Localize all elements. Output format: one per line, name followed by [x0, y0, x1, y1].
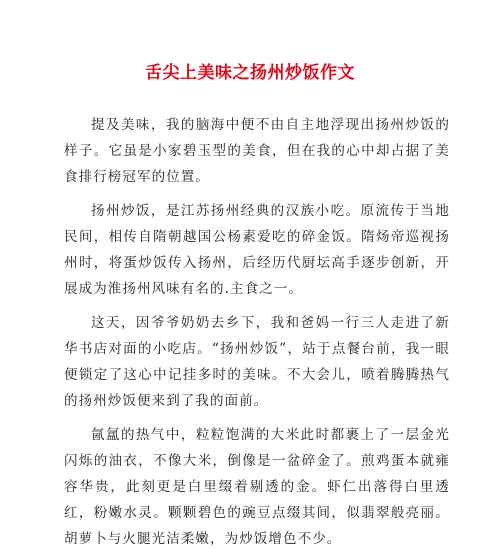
- paragraph: 提及美味，我的脑海中便不由自主地浮现出扬州炒饭的样子。它虽是小家碧玉型的美食，但在我的心中却占据了美食排行榜冠军的位置。: [64, 117, 450, 185]
- article-body: [64, 112, 450, 560]
- paragraph: 氤氲的热气中，粒粒饱满的大米此时都裹上了一层金光闪烁的油衣，不像大米，倒像是一盆碎金了。煎鸡蛋本就雍容华贵，此刻更是白里缀着剔透的金。虾仁出落得白里透红，粉嫩水灵。颗颗碧色的豌豆点缀其间，似翡翠般亮丽。胡萝卜与火腿光洁柔嫩，为炒饭增色不少。: [64, 427, 450, 547]
- page-title: 舌尖上美味之扬州炒饭作文: [145, 63, 355, 83]
- paragraph: 扬州炒饭，是江苏扬州经典的汉族小吃。原流传于当地民间，相传自隋朝越国公杨素爱吃的碎金饭。隋炀帝巡视扬州时，将蛋炒饭传入扬州，后经历代厨坛高手逐步创新，开展成为淮扬州风味有名的.主食之一。: [64, 203, 450, 297]
- paragraph: 这天，因爷爷奶奶去乡下，我和爸妈一行三人走进了新华书店对面的小吃店。“扬州炒饭”，站于点餐台前，我一眼便锁定了这心中记挂多时的美味。不大会儿，喷着腾腾热气的扬州炒饭便来到了我的面前。: [64, 315, 450, 409]
